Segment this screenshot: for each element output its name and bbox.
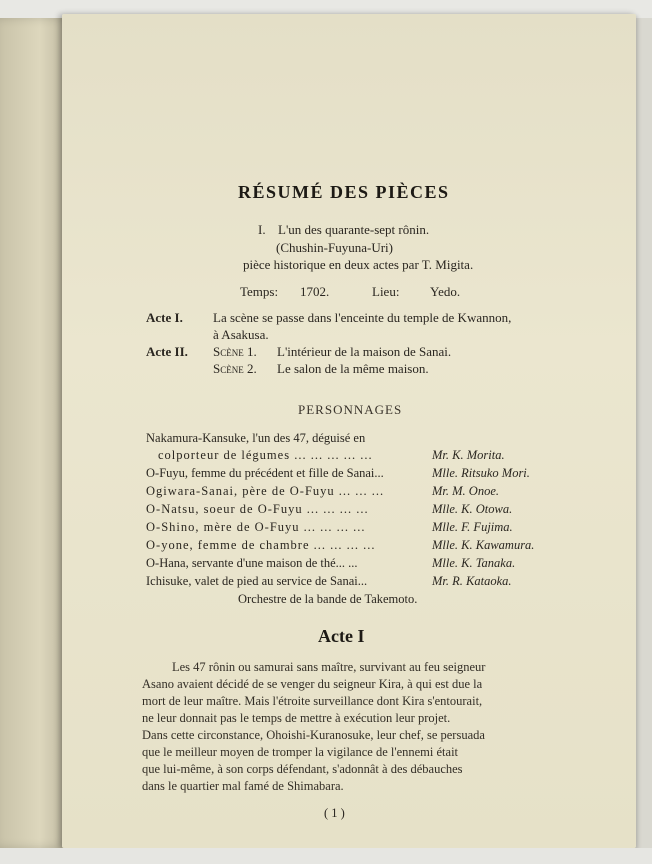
temps-label: Temps: [240,284,279,299]
cast-role: O-Fuyu, femme du précédent et fille de Sanai... [146,466,384,480]
cast-role: O-Natsu, soeur de O-Fuyu ... ... ... ... [146,502,369,516]
play-description: pièce historique en deux actes par T. Migita. [243,257,474,272]
temps-value: 1702. [300,284,330,299]
play-number: I. [258,222,266,237]
orchestra-line: Orchestre de la bande de Takemoto. [238,592,418,606]
acte-1-line1: La scène se passe dans l'enceinte du temple de Kwannon, [213,310,512,325]
cast-actor: Mlle. F. Fujima. [432,520,513,534]
page-title: RÉSUMÉ DES PIÈCES [238,182,450,202]
background-bottom [0,848,652,864]
cast-actor: Mr. R. Kataoka. [432,574,512,588]
acte-1-line2: à Asakusa. [213,327,269,342]
cast-role: colporteur de légumes ... ... ... ... ... [158,448,373,462]
cast-role: O-Hana, servante d'une maison de thé... ... [146,556,358,570]
paragraph-line: dans le quartier mal famé de Shimabara. [142,779,344,793]
cast-role: Nakamura-Kansuke, l'un des 47, déguisé en [146,431,366,445]
cast-actor: Mlle. K. Kawamura. [432,538,535,552]
acte-2-label: Acte II. [146,344,188,359]
cast-role: Ogiwara-Sanai, père de O-Fuyu ... ... ... [146,484,385,498]
page-number: ( 1 ) [324,806,345,820]
cast-role: Ichisuke, valet de pied au service de Sanai... [146,574,368,588]
paragraph-line: Dans cette circonstance, Ohoishi-Kuranosuke, leur chef, se persuada [142,728,485,742]
acte-heading: Acte I [318,626,365,646]
paragraph-line: Les 47 rônin ou samurai sans maître, survivant au feu seigneur [172,660,486,674]
paragraph-line: mort de leur maître. Mais l'étroite surveillance dont Kira s'entourait, [142,694,483,708]
cast-role: O-yone, femme de chambre ... ... ... ... [146,538,376,552]
acte-2-scene-1-label: Scène 1. [213,344,257,359]
lieu-label: Lieu: [372,284,400,299]
cast-actor: Mlle. Ritsuko Mori. [432,466,530,480]
paragraph-line: ne leur donnait pas le temps de mettre à exécution leur projet. [142,711,451,725]
lieu-value: Yedo. [430,284,461,299]
cast-role: O-Shino, mère de O-Fuyu ... ... ... ... [146,520,366,534]
paragraph-line: que lui-même, à son corps défendant, s'adonnât à des débauches [142,762,463,776]
personnages-heading: PERSONNAGES [298,402,403,417]
paragraph-line: que le meilleur moyen de tromper la vigilance de l'ennemi était [142,745,459,759]
paragraph-line: Asano avaient décidé de se venger du seigneur Kira, à qui est due la [142,677,483,691]
acte-2-scene-2-label: Scène 2. [213,361,257,376]
play-subtitle: (Chushin-Fuyuna-Uri) [276,240,393,255]
acte-1-label: Acte I. [146,310,183,325]
cast-actor: Mlle. K. Tanaka. [432,556,516,570]
acte-2-scene-1-text: L'intérieur de la maison de Sanai. [277,344,452,359]
play-name: L'un des quarante-sept rônin. [278,222,430,237]
acte-2-scene-2-text: Le salon de la même maison. [277,361,429,376]
cast-actor: Mr. K. Morita. [432,448,505,462]
cast-actor: Mr. M. Onoe. [432,484,500,498]
cast-actor: Mlle. K. Otowa. [432,502,513,516]
